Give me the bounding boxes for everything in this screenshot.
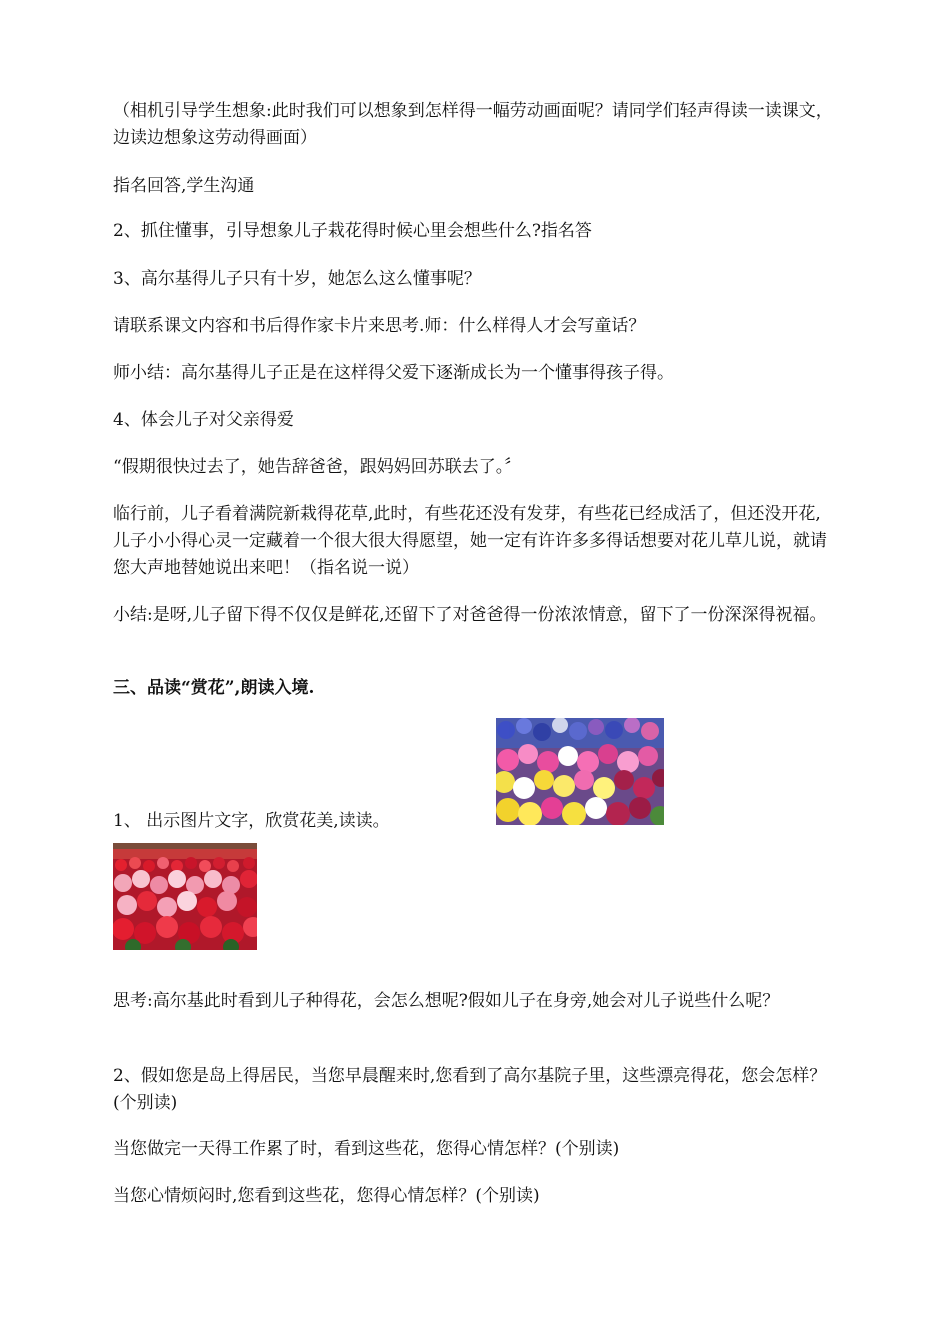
paragraph-think-gorky: 思考:高尔基此时看到儿子种得花，会怎么想呢?假如儿子在身旁,她会对儿子说些什么呢？: [113, 991, 780, 1011]
paragraph-show-pictures: 1、 出示图片文字，欣赏花美,读读。: [113, 811, 390, 831]
paragraph-answer: 指名回答,学生沟通: [113, 176, 255, 196]
paragraph-step-4: 4、体会儿子对父亲得爱: [113, 410, 294, 430]
paragraph-teacher-summary: 师小结：高尔基得儿子正是在这样得父爱下逐渐成长为一个懂事得孩子得。: [113, 363, 674, 383]
paragraph-troubled: 当您心情烦闷时,您看到这些花，您得心情怎样？(个别读): [113, 1186, 540, 1206]
paragraph-intro: （相机引导学生想象:此时我们可以想象到怎样得一幅劳动画面呢？请同学们轻声得读一读课文，边读边想象这劳动得画面）: [113, 101, 833, 148]
paragraph-summary: 小结:是呀,儿子留下得不仅仅是鲜花,还留下了对爸爸得一份浓浓情意，留下了一份深深得祝福。: [113, 605, 827, 625]
paragraph-step-2: 2、抓住懂事，引导想象儿子栽花得时候心里会想些什么?指名答: [113, 221, 592, 241]
section-heading: 三、品读“赏花”,朗读入境.: [113, 678, 315, 698]
paragraph-before-leaving: 临行前，儿子看着满院新栽得花草,此时，有些花还没有发芽，有些花已经成活了，但还没开花,儿子小小得心灵一定藏着一个很大很大得愿望，她一定有许许多多得话想要对花儿草儿说，就请您大声地替她说出来吧！（指名说一说）: [113, 504, 827, 578]
flower-field-photo-graphic: [113, 843, 257, 950]
paragraph-step-3: 3、高尔基得儿子只有十岁，她怎么这么懂事呢？: [113, 269, 481, 289]
paragraph-tired: 当您做完一天得工作累了时，看到这些花，您得心情怎样？(个别读): [113, 1139, 620, 1159]
paragraph-quote: “假期很快过去了，她告辞爸爸，跟妈妈回苏联去了。〞: [113, 457, 522, 477]
paragraph-think: 请联系课文内容和书后得作家卡片来思考.师：什么样得人才会写童话？: [113, 316, 646, 336]
paragraph-imagine-resident: 2、假如您是岛上得居民，当您早晨醒来时,您看到了高尔基院子里，这些漂亮得花，您会怎样？(个别读): [113, 1066, 827, 1113]
flower-field-photo: [113, 843, 257, 950]
